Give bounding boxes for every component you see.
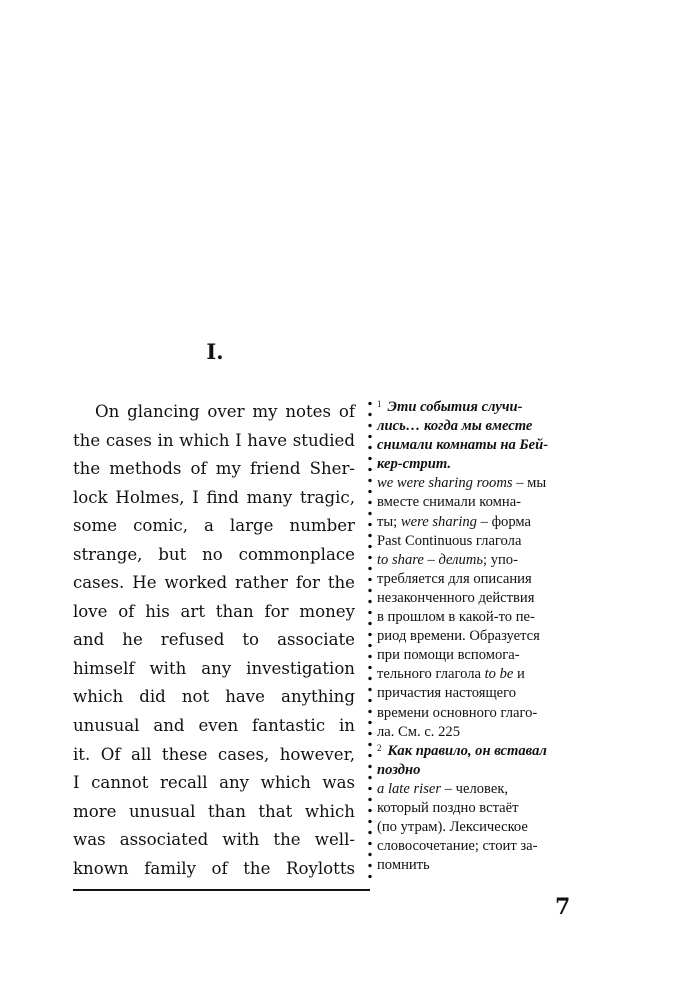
main-text-line: strange, but no commonplace (73, 544, 355, 564)
footnote-2-marker: 2 (377, 742, 382, 753)
main-text-line: love of his art than for money (73, 601, 355, 621)
footnote-1-title-line: кер-стрит. (377, 456, 452, 473)
main-text-line: the methods of my friend Sher- (73, 459, 355, 479)
footnote-term: we were sharing rooms (377, 475, 513, 492)
dotted-column-divider (367, 398, 373, 882)
main-text-line: known family of the Roylotts (73, 858, 355, 878)
bottom-rule (73, 889, 370, 891)
footnote-text: – мы (512, 475, 547, 492)
footnote-1-line: причастия настоящего (377, 685, 517, 702)
footnote-1-line: Past Continuous глагола (377, 532, 522, 549)
footnote-2-line (377, 780, 582, 799)
main-text-line: which did not have anything (73, 687, 355, 707)
footnote-1-line: при помощи вспомога- (377, 647, 520, 664)
main-text-line: it. Of all these cases, however, (73, 744, 355, 764)
main-text-line: some comic, a large number (73, 516, 355, 536)
footnote-1-title-line (377, 398, 582, 417)
footnote-1-line: риод времени. Образуется (377, 628, 540, 645)
footnote-text: – форма (476, 513, 532, 530)
footnote-1-title-line: снимали комнаты на Бей- (377, 437, 549, 454)
footnote-term: to be (484, 666, 514, 683)
main-text-line: himself with any investigation (73, 658, 355, 678)
footnote-text: – человек, (441, 780, 509, 797)
footnote-2-line: (по утрам). Лексическое (377, 819, 528, 836)
footnote-1-line (377, 513, 582, 532)
footnote-1-line: в прошлом в какой-то пе- (377, 609, 535, 626)
footnote-1-marker: 1 (377, 399, 382, 409)
footnote-text: Эти события случи- (387, 399, 523, 415)
footnote-1-line: требляется для описания (377, 570, 532, 587)
footnote-text: ; упо- (483, 551, 518, 568)
footnote-2-title-line: поздно (377, 761, 421, 778)
footnote-1-title-line: лись… когда мы вместе (377, 418, 533, 435)
footnote-term: were sharing (400, 513, 477, 530)
footnote-2-line: словосочетание; стоит за- (377, 838, 538, 855)
main-text-line: the cases in which I have studied (73, 430, 355, 450)
footnote-1-line: ла. См. с. 225 (377, 723, 460, 740)
chapter-heading: I. (206, 339, 224, 364)
main-text-line: I cannot recall any which was (73, 773, 355, 793)
main-text-line: unusual and even fantastic in (73, 716, 355, 736)
footnote-term: to share – делить (377, 551, 483, 568)
footnote-term: a late riser (377, 780, 442, 797)
footnote-1-line (377, 551, 582, 570)
footnotes-column (377, 398, 582, 875)
footnote-2-line: помнить (377, 857, 430, 874)
footnote-2-title-line (377, 742, 582, 761)
footnote-1-line (377, 665, 582, 684)
footnote-1-line: незаконченного действия (377, 589, 535, 606)
main-text (73, 398, 355, 883)
main-text-line: and he refused to associate (73, 630, 355, 650)
footnote-2-line: который поздно встаёт (377, 799, 519, 816)
footnote-text: Как правило, он вставал (387, 742, 547, 759)
page-number: 7 (555, 894, 571, 920)
main-text-line: cases. He worked rather for the (73, 573, 355, 593)
main-text-line: was associated with the well- (73, 830, 355, 850)
main-text-line: more unusual than that which (73, 801, 355, 821)
footnote-1-line (377, 474, 582, 493)
footnote-1-line: вместе снимали комна- (377, 494, 522, 511)
main-text-line: On glancing over my notes of (95, 402, 355, 421)
footnote-text: ты; (377, 513, 401, 530)
footnote-1-line: времени основного глаго- (377, 704, 538, 721)
footnote-text: тельного глагола (377, 666, 485, 683)
footnote-text: и (513, 666, 525, 683)
main-text-line: lock Holmes, I find many tragic, (73, 487, 355, 507)
